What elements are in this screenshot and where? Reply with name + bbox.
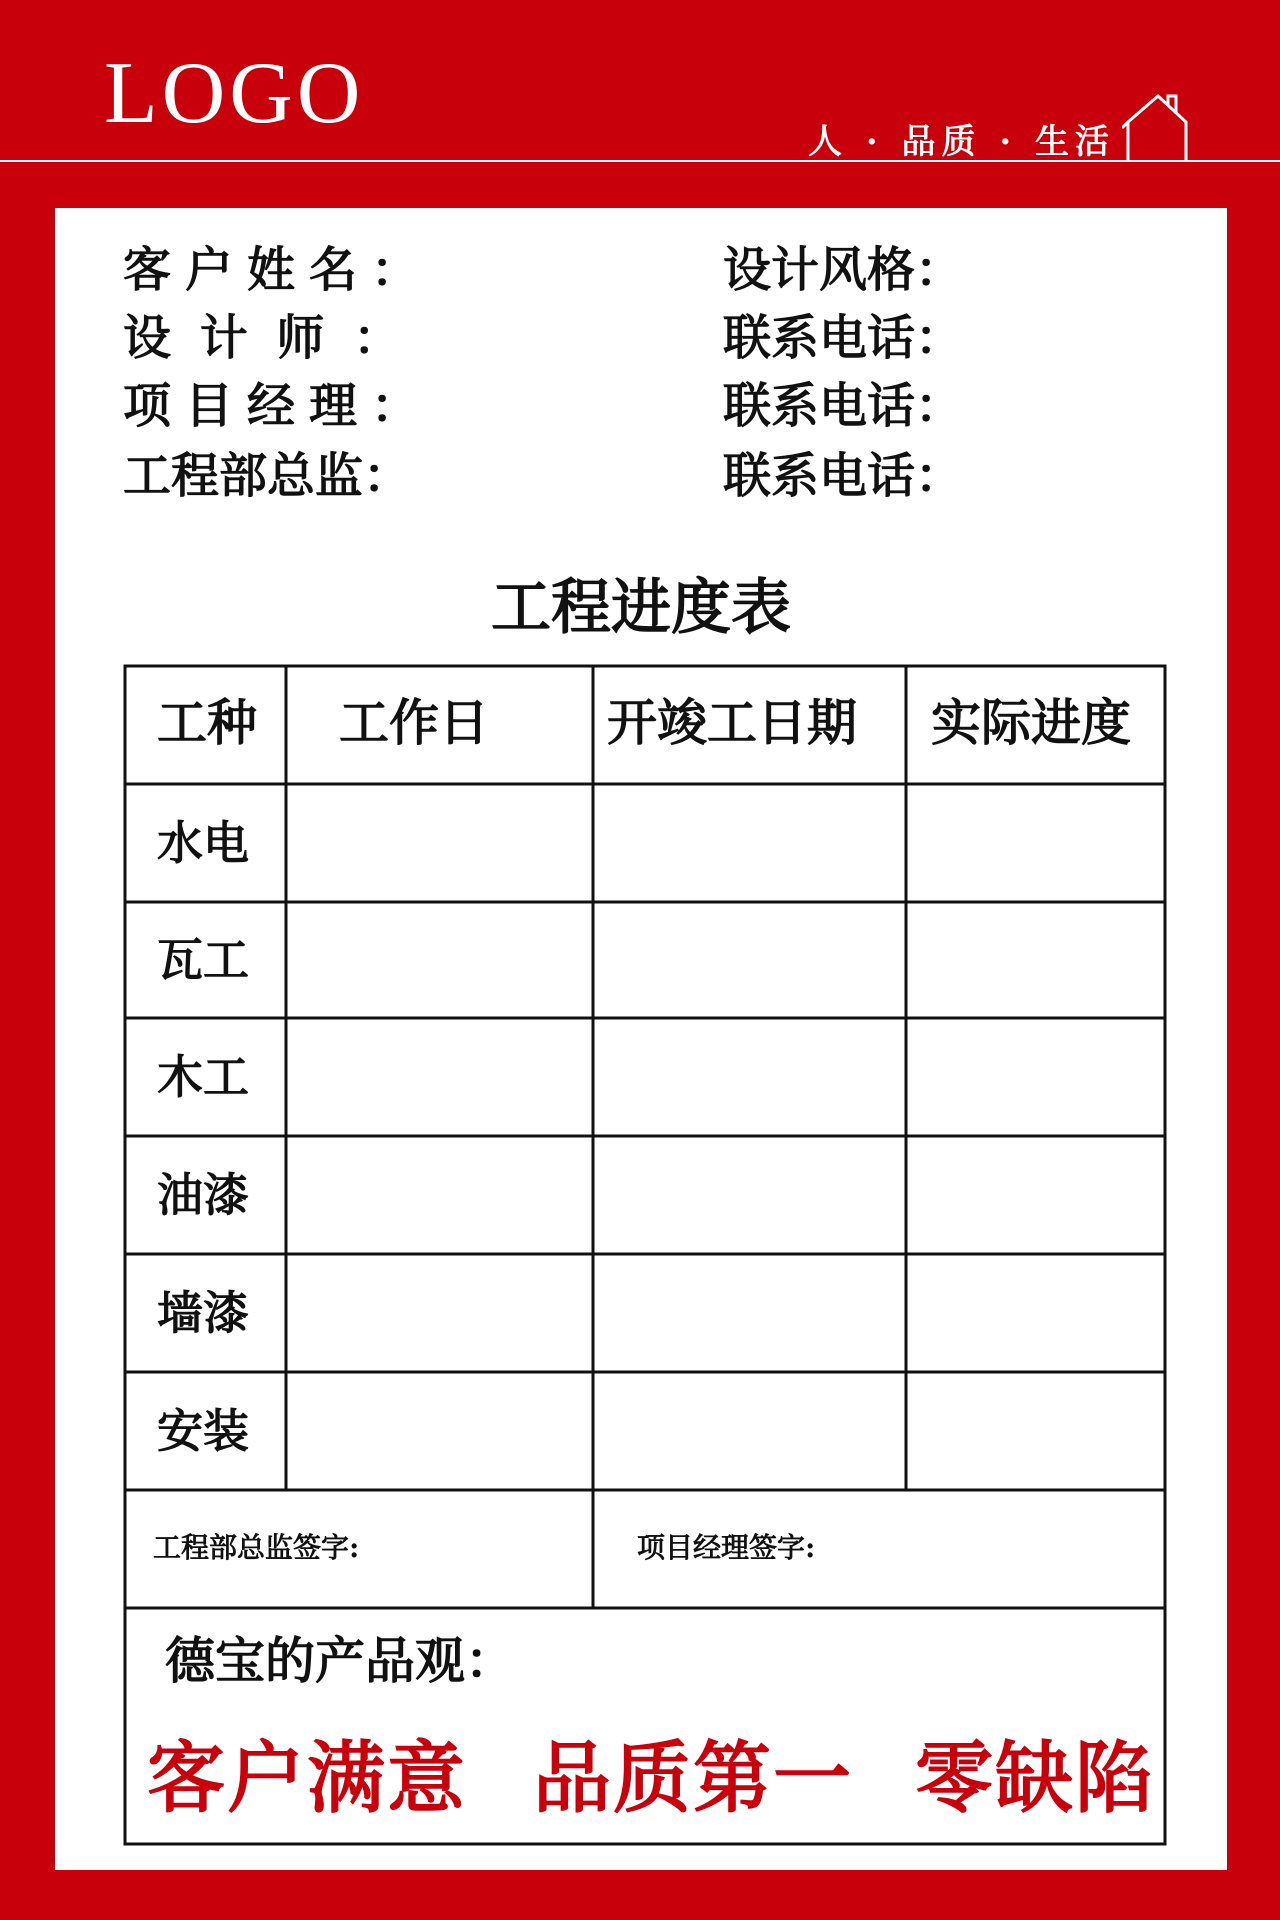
table-row-label: 木工 [157, 1050, 249, 1104]
table-title: 工程进度表 [491, 573, 791, 643]
info-label-phone-2: 联系电话： [723, 378, 964, 434]
philosophy-title: 德宝的产品观： [165, 1631, 515, 1690]
motto-customer-satisfaction: 客户满意 [147, 1733, 468, 1824]
table-row-label: 油漆 [157, 1168, 249, 1222]
signature-project-manager: 项目经理签字: [637, 1531, 816, 1564]
column-header-progress: 实际进度 [931, 693, 1131, 752]
column-header-dates: 开竣工日期 [607, 693, 857, 752]
info-label-phone-3: 联系电话： [723, 448, 964, 504]
info-label-phone-1: 联系电话： [723, 310, 964, 366]
slogan: 人 · 品质 · 生活 [808, 122, 1116, 162]
info-label-customer: 客户姓名： [123, 242, 434, 298]
house-icon [1122, 92, 1192, 164]
table-row-label: 墙漆 [157, 1286, 249, 1340]
logo: LOGO [104, 45, 365, 142]
signature-supervisor: 工程部总监签字: [153, 1531, 360, 1564]
info-label-supervisor: 工程部总监： [123, 448, 412, 504]
column-header-workdays: 工作日 [339, 693, 489, 752]
info-label-designer: 设 计 师 ： [123, 310, 408, 366]
table-row-label: 安装 [157, 1404, 249, 1458]
motto-zero-defects: 零缺陷 [915, 1733, 1156, 1824]
table-row-label: 水电 [157, 816, 249, 870]
info-label-design-style: 设计风格： [723, 242, 964, 298]
info-label-project-manager: 项目经理： [123, 378, 434, 434]
form-panel [55, 208, 1227, 1870]
motto-quality-first: 品质第一 [533, 1733, 854, 1824]
progress-table-grid [55, 208, 1227, 1870]
table-row-label: 瓦工 [157, 933, 249, 987]
column-header-trade: 工种 [157, 693, 257, 752]
header [0, 0, 1280, 200]
